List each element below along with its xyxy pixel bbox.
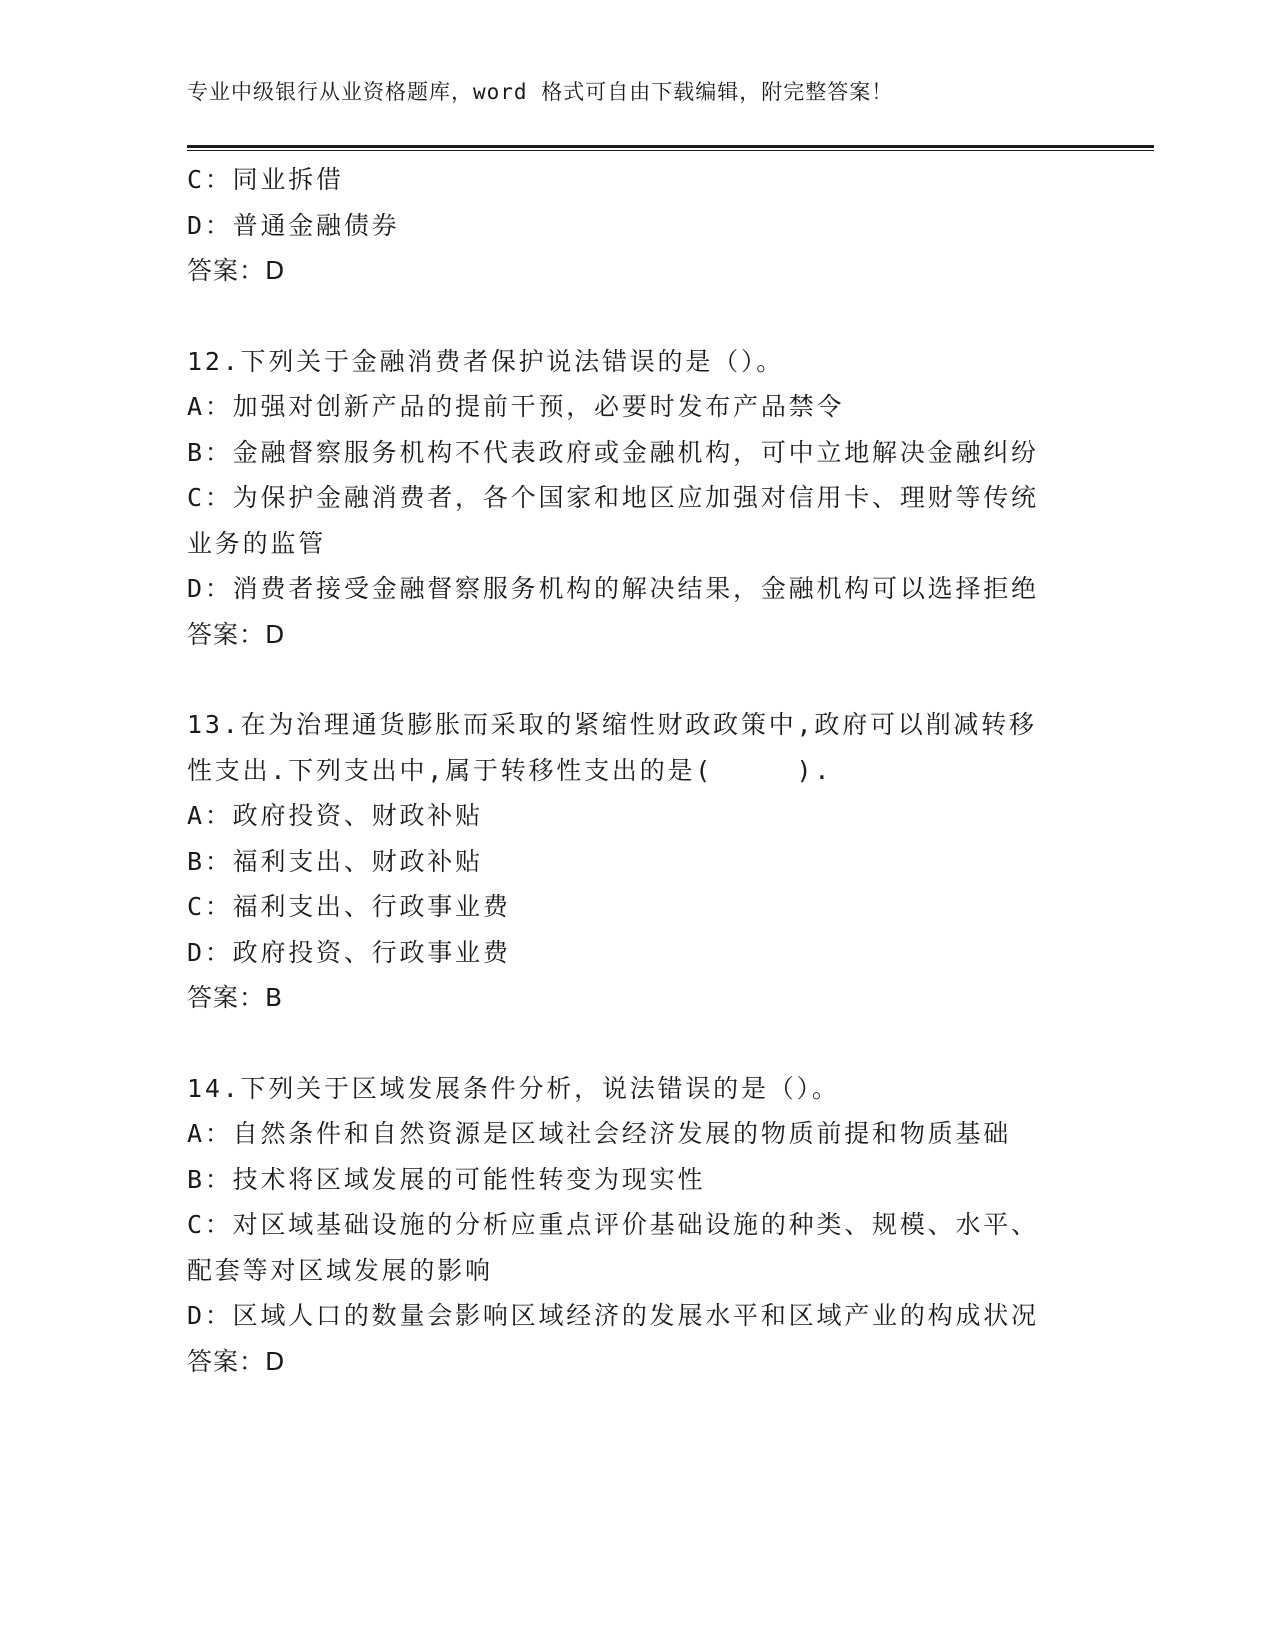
option-line: A：政府投资、财政补贴 [187,801,483,830]
header-divider [187,145,1154,151]
question-stem: 13.在为治理通货膨胀而采取的紧缩性财政政策中,政府可以削减转移 [187,710,1037,739]
question-content [187,157,1087,1384]
header-divider-thick [187,145,1154,148]
question-12 [187,339,1087,658]
option-line: 业务的监管 [187,528,327,558]
header-divider-thin [187,150,1154,151]
option-line: A：加强对创新产品的提前干预，必要时发布产品禁令 [187,392,845,421]
option-line: C：对区域基础设施的分析应重点评价基础设施的种类、规模、水平、 [187,1210,1039,1239]
option-line: C：为保护金融消费者，各个国家和地区应加强对信用卡、理财等传统 [187,483,1039,512]
option-line: B：福利支出、财政补贴 [187,846,483,876]
answer-line: 答案：D [187,1346,286,1376]
option-line: D：区域人口的数量会影响区域经济的发展水平和区域产业的构成状况 [187,1301,1039,1330]
question-13 [187,702,1087,1021]
question-14 [187,1066,1087,1385]
question-stem: 性支出.下列支出中,属于转移性支出的是( ). [187,755,833,785]
spacer [187,294,1087,339]
option-line: D：政府投资、行政事业费 [187,937,511,967]
answer-line: 答案：B [187,983,284,1012]
option-line: 配套等对区域发展的影响 [187,1255,493,1285]
spacer [187,1021,1087,1066]
option-line: B：技术将区域发展的可能性转变为现实性 [187,1164,706,1194]
option-line: D：消费者接受金融督察服务机构的解决结果，金融机构可以选择拒绝 [187,574,1039,603]
question-11-continuation [187,157,1087,294]
page-header: 专业中级银行从业资格题库，word 格式可自由下载编辑，附完整答案！ [187,80,894,104]
option-line: D：普通金融债券 [187,210,400,240]
answer-line: 答案：D [187,256,286,285]
question-stem: 14.下列关于区域发展条件分析，说法错误的是（）。 [187,1073,840,1103]
option-line: B：金融督察服务机构不代表政府或金融机构，可中立地解决金融纠纷 [187,437,1039,467]
question-stem: 12.下列关于金融消费者保护说法错误的是（）。 [187,346,785,376]
option-line: C：同业拆借 [187,165,344,194]
spacer [187,657,1087,702]
option-line: A：自然条件和自然资源是区域社会经济发展的物质前提和物质基础 [187,1119,1012,1148]
answer-line: 答案：D [187,619,286,649]
option-line: C：福利支出、行政事业费 [187,892,511,921]
